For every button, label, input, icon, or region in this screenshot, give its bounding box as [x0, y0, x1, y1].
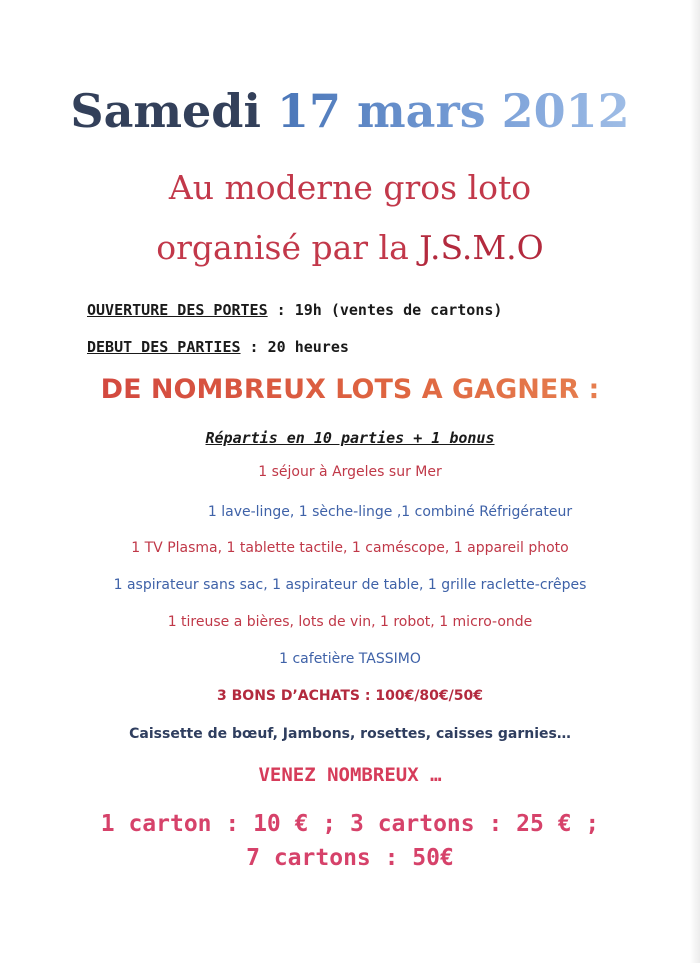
organizer-prefix: organisé par la [156, 228, 420, 267]
organizer-name: J.S.M.O [419, 228, 544, 267]
event-subtitle-line1: Au moderne gros loto [168, 168, 532, 207]
prizes-headline: DE NOMBREUX LOTS A GAGNER : [0, 374, 700, 405]
start-label: DEBUT DES PARTIES [87, 338, 241, 356]
title-date: 17 mars 2012 [276, 84, 630, 138]
prize-item: 1 TV Plasma, 1 tablette tactile, 1 caméscope, 1 appareil photo [131, 540, 569, 556]
event-date-title [0, 84, 700, 138]
opening-value: : 19h (ventes de cartons) [267, 301, 503, 319]
prize-item: 1 lave-linge, 1 sèche-linge ,1 combiné Réfrigérateur [207, 504, 573, 520]
prize-item: 1 aspirateur sans sac, 1 aspirateur de table, 1 grille raclette-crêpes [113, 577, 587, 593]
prize-item-food: Caissette de bœuf, Jambons, rosettes, caisses garnies… [129, 726, 571, 742]
prize-item: 1 cafetière TASSIMO [279, 651, 421, 667]
come-many-callout: VENEZ NOMBREUX … [258, 764, 442, 786]
start-info [87, 338, 349, 356]
title-day: Samedi [70, 84, 261, 138]
price-line-2: 7 cartons : 50€ [246, 845, 454, 871]
games-breakdown: Répartis en 10 parties + 1 bonus [205, 429, 495, 447]
prize-item-vouchers: 3 BONS D’ACHATS : 100€/80€/50€ [217, 688, 483, 704]
price-line-1: 1 carton : 10 € ; 3 cartons : 25 € ; [100, 811, 600, 837]
event-subtitle-line2 [0, 228, 700, 267]
prize-item: 1 séjour à Argeles sur Mer [258, 464, 442, 480]
opening-info [87, 301, 502, 319]
start-value: : 20 heures [240, 338, 349, 356]
opening-label: OUVERTURE DES PORTES [87, 301, 268, 319]
prize-item: 1 tireuse a bières, lots de vin, 1 robot, 1 micro-onde [167, 614, 533, 630]
